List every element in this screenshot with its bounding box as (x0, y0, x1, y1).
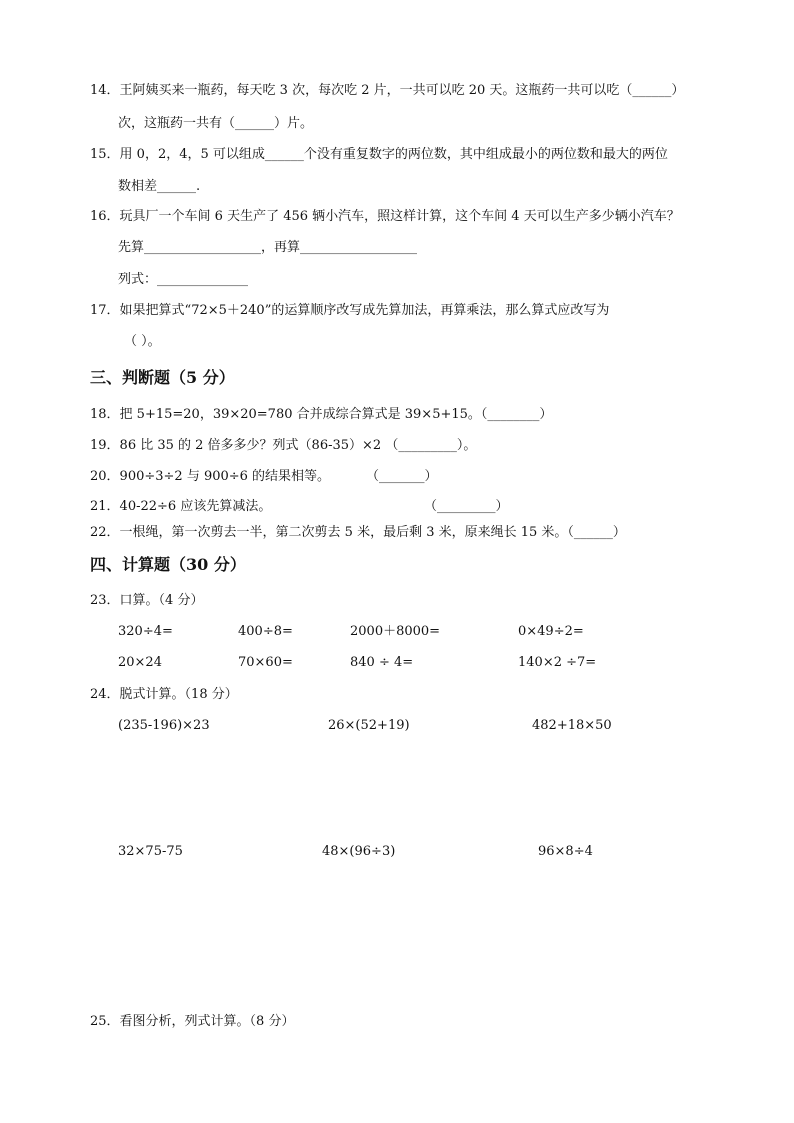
q24-item: 482+18×50 (532, 718, 612, 733)
q16-line2: 先算__________________，再算__________________ (118, 240, 418, 255)
q16-line1: 16．玩具厂一个车间 6 天生产了 456 辆小汽车，照这样计算，这个车间 4 天可以生产多少辆小汽车？ (90, 209, 680, 224)
q15-line2: 数相差______. (118, 179, 201, 194)
q23-item: 320÷4= (118, 624, 173, 639)
q21-blank: （_________） (424, 499, 509, 514)
q23-item: 20×24 (118, 655, 162, 670)
q14-line1: 14．王阿姨买来一瓶药，每天吃 3 次，每次吃 2 片，一共可以吃 20 天。这瓶药一共可以吃（______） (90, 83, 685, 98)
q17-line2: （ ）。 (124, 334, 161, 349)
q24-item: (235-196)×23 (118, 718, 210, 733)
q22-text: 22．一根绳，第一次剪去一半，第二次剪去 5 米，最后剩 3 米，原来绳长 15 米。（______） (90, 525, 626, 540)
q24-item: 48×(96÷3) (322, 844, 396, 859)
q16-line3: 列式：______________ (118, 272, 249, 287)
q20-blank: （_______） (366, 469, 438, 484)
section3-heading: 三、判断题（5 分） (90, 368, 235, 387)
q24-item: 96×8÷4 (538, 844, 593, 859)
q21-text: 21．40-22÷6 应该先算减法。 (90, 499, 272, 514)
q23-item: 70×60= (238, 655, 293, 670)
q23-item: 400÷8= (238, 624, 293, 639)
section4-heading: 四、计算题（30 分） (90, 555, 246, 574)
q20-text: 20．900÷3÷2 与 900÷6 的结果相等。 (90, 469, 331, 484)
q25-title: 25．看图分析，列式计算。（8 分） (90, 1014, 295, 1029)
q24-item: 32×75-75 (118, 844, 183, 859)
q18-text: 18．把 5+15=20，39×20=780 合并成综合算式是 39×5+15。（________） (90, 407, 553, 422)
q23-item: 2000＋8000= (350, 624, 441, 639)
q15-line1: 15．用 0，2，4，5 可以组成______个没有重复数字的两位数，其中组成最小的两位数和最大的两位 (90, 147, 668, 162)
q23-item: 840 ÷ 4= (350, 655, 414, 670)
q19-text: 19．86 比 35 的 2 倍多多少？列式（86-35）×2 （_________）。 (90, 438, 477, 453)
q24-title: 24．脱式计算。（18 分） (90, 687, 238, 702)
q17-line1: 17．如果把算式“72×5＋240”的运算顺序改写成先算加法，再算乘法，那么算式应改写为 (90, 303, 610, 318)
q23-item: 140×2 ÷7= (518, 655, 597, 670)
q23-title: 23．口算。（4 分） (90, 593, 204, 608)
q23-item: 0×49÷2= (518, 624, 584, 639)
q24-item: 26×(52+19) (328, 718, 410, 733)
q14-line2: 次，这瓶药一共有（______）片。 (118, 116, 314, 131)
